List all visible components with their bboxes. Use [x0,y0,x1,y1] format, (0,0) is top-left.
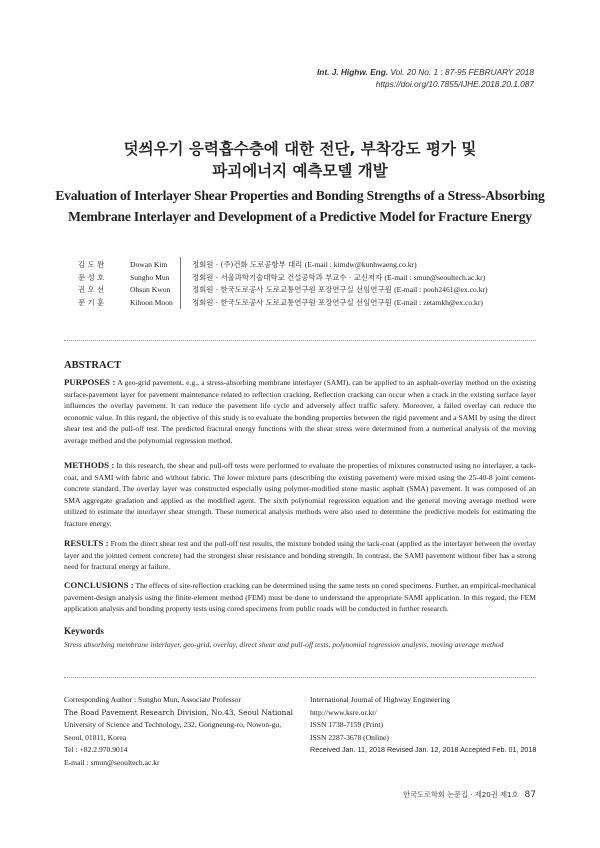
author-row [78,284,190,297]
title-korean [0,138,600,182]
journal-volume: Vol. 20 No. 1 : 87-95 FEBRUARY 2018 [390,67,534,77]
journal-info-url[interactable]: http://www.ksre.or.kr/ [310,707,377,717]
author-english-name: Ohsun Kwon [130,285,171,294]
author-english-name: Dowan Kim [130,260,168,269]
results-label: RESULTS : [64,538,109,548]
author-row [78,272,190,285]
journal-info-dates: Received Jan. 11, 2018 Revised Jan. 12, 2018 Accepted Feb. 01, 2018 [310,745,537,755]
affiliation-list [192,259,488,309]
author-email: (E-mail : pooh2461@ex.co.kr) [394,285,488,294]
abstract-results [64,538,536,573]
affiliation-row [192,272,488,285]
journal-info-name: International Journal of Highway Engineering [310,695,451,704]
author-korean-name: 권 오 선 [78,285,105,294]
corresponding-email: E-mail : smun@seoultech.ac.kr [64,757,160,767]
journal-info-issn-print: ISSN 1738-7159 (Print) [310,720,383,730]
abstract-heading: ABSTRACT [64,360,122,371]
author-korean-name: 문 성 호 [78,272,105,282]
abstract-conclusions [64,580,536,615]
author-english-name: Sungho Mun [130,272,170,282]
divider-dotted [64,677,536,678]
author-email: (E-mail : smun@seoultech.ac.kr) [384,272,486,282]
methods-label: METHODS : [64,460,115,470]
keywords-text: Stress absorbing membrane interlayer, geo-grid, overlay, direct shear and pull-off tests, polynomial regression analysis, moving average method [64,640,504,649]
conclusions-text: The effects of site-reflection cracking can be determined using the same tests on cored specimens. Further, an empirical-mechanical pavement-design analysis using the finite-element method (FEM) must be done to understand the appropriate SAMI application. In this regard, the FEM application analysis and bonding property tests using cored specimens from public roads will be conducted in further research. [64,581,536,614]
corresponding-line: Corresponding Author : Sungho Mun, Associate Professor [64,695,241,704]
doi-link[interactable]: https://doi.org/10.7855/IJHE.2018.20.1.087 [375,79,534,89]
corresponding-author [64,694,304,770]
corresponding-phone: Tel : +82.2.970.9014 [64,745,128,755]
author-row [78,297,190,310]
affiliation-text: 정회원 · 서울과학기술대학교 건설공학과 부교수 · 교신저자 [192,272,383,282]
author-divider [180,257,181,309]
page-number: 87 [524,790,536,800]
corresponding-line: The Road Pavement Research Division, No.43, Seoul National [64,707,293,717]
affiliation-row [192,259,488,272]
corresponding-line: University of Science and Technology, 232, Gongneung-ro, Nowon-gu, [64,720,282,730]
author-email: (E-mail : kimdw@kunhwaeng.co.kr) [304,260,417,269]
methods-text: In this research, the shear and pull-off tests were performed to evaluate the properties of mixtures constructed using no interlayer, a tack-coat, and SAMI with fabric and without fabric. The lower mixture parts (describing the existing pavement) were mixed using the 25-40-8 joint cement-concrete standard. The overlay layer was constructed especially using polymer-modified stone mastic asphalt (SMA) pavement. It was composed of an SMA aggregate gradation and applied as the modified agent. The sixth polynomial regression equation and the general moving average method were utilized to estimate the interlayer shear strength. These numerical analysis methods were also used to determine the predictive models for estimating the fracture energy. [64,461,536,528]
journal-citation [317,66,534,90]
affiliation-row [192,284,488,297]
affiliation-row [192,297,488,310]
title-korean-line2: 파괴에너지 예측모델 개발 [212,162,388,180]
author-list [78,259,190,309]
corresponding-line: Seoul, 01811, Korea [64,732,127,742]
purposes-label: PURPOSES : [64,377,116,387]
page-footer [403,790,536,800]
title-english-line1: Evaluation of Interlayer Shear Properties and Bonding Strengths of a Stress-Absorbing [55,188,545,203]
conclusions-label: CONCLUSIONS : [64,580,134,590]
affiliation-text: 정회원 · 한국도로공사 도로교통연구원 포장연구실 선임연구원 [192,297,392,307]
journal-info-issn-online: ISSN 2287-3678 (Online) [310,732,389,742]
author-korean-name: 문 기 훈 [78,297,105,307]
author-english-name: Kihoon Moon [130,297,173,307]
divider-dotted [64,340,536,341]
title-korean-line1: 덧씌우기 응력흡수층에 대한 전단, 부착강도 평가 및 [123,140,477,158]
results-text: From the direct shear test and the pull-off test results, the mixture bonded using the tack-coat (applied as the interlayer between the overlay layer and the jointed cement concrete) had the strongest shear resistance and bonding strength. In contrast, the SAMI pavement without fiber has a strong need for fractural energy at failure. [64,539,536,572]
author-email: (E-mail : zetamkh@ex.co.kr) [394,297,483,307]
author-row [78,259,190,272]
keywords-heading: Keywords [64,626,104,636]
footer-journal: 한국도로학회 논문집 · 제20권 제1호 [403,790,519,799]
abstract-methods [64,460,536,530]
title-english [0,185,600,227]
purposes-text: A geo-grid pavement, e.g., a stress-absorbing membrane interlayer (SAMI), can be applied to an asphalt-overlay method on the existing surface-pavement layer for pavement maintenance related to reflection cracking. Reflection cracking can occur when a crack in the existing surface layer influences the overlay pavement. It can reduce the pavement life cycle and adversely affect traffic safety. Moreover, a failed overlay can reduce the economic value. In this regard, the objective of this study is to evaluate the bonding properties between the rigid pavement and a SAMI by using the direct shear test and the pull-off test. The predicted fractural energy functions with the shear stress were determined from a numerical analysis of the moving average method and the polynomial regression method. [64,378,536,445]
affiliation-text: 정회원 · (주)건화 도로공항부 대리 [192,260,303,269]
affiliation-text: 정회원 · 한국도로공사 도로교통연구원 포장연구실 선임연구원 [192,285,392,294]
abstract-purposes [64,377,536,447]
title-english-line2: Membrane Interlayer and Development of a Predictive Model for Fracture Energy [68,209,532,224]
journal-name: Int. J. Highw. Eng. [316,67,389,77]
journal-info [310,694,540,757]
author-korean-name: 김 도 완 [78,260,105,269]
